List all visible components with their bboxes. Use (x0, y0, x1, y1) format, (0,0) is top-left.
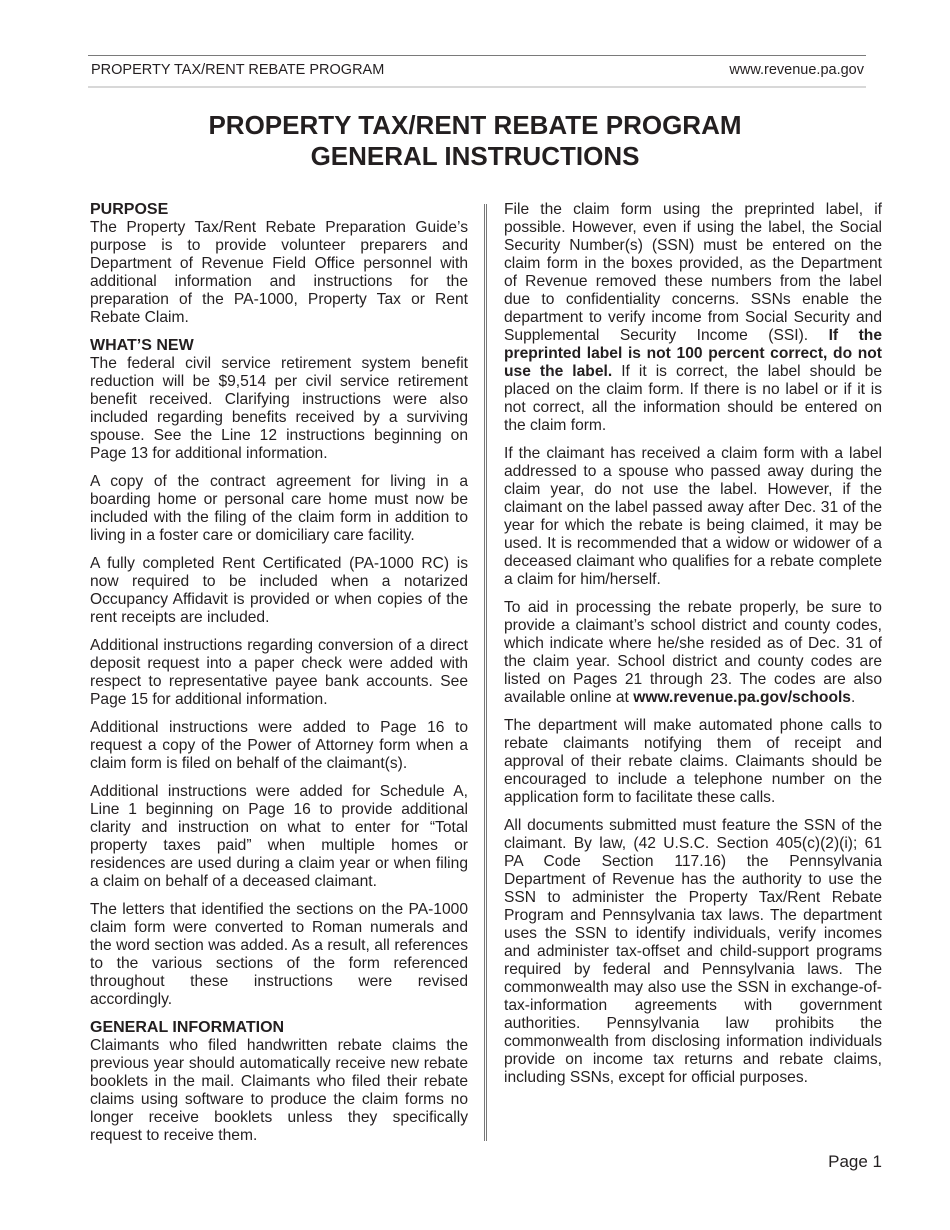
header-rule-top (88, 55, 866, 56)
ssn-paragraph: All documents submitted must feature the SSN of the claimant. By law, (42 U.S.C. Section 405(c)(2)(i); 61 PA Code Section 117.16) the Pennsylvania Department of Revenue has the authority to use the SSN to administer the Property Tax/Rent Rebate Program and Pennsylvania tax laws. The department uses the SSN to identify individuals, verify incomes and administer tax-offset and child-support programs required by federal and Pennsylvania laws. The commonwealth may also use the SSN in exchange-of-tax-information agreements with government authorities. Pennsylvania law prohibits the commonwealth from disclosing information individuals provide on income tax returns and rebate claims, including SSNs, except for official purposes. (504, 817, 882, 1086)
purpose-heading: PURPOSE (90, 201, 169, 218)
whats-new-paragraph: Additional instructions regarding conversion of a direct deposit request into a paper check were added with respect to representative payee bank accounts. See Page 15 for additional information. (90, 637, 468, 708)
whats-new-paragraph: Additional instructions were added for Schedule A, Line 1 beginning on Page 16 to provide additional clarity and instruction on what to enter for “Total property taxes paid” when multiple homes or residences are used during a claim year or when filing a claim on behalf of a deceased claimant. (90, 783, 468, 890)
whats-new-paragraph: A fully completed Rent Certificated (PA-1000 RC) is now required to be included when a notarized Occupancy Affidavit is provided or when copies of the rent receipts are included. (90, 555, 468, 626)
right-column (504, 201, 882, 1097)
schools-link[interactable]: www.revenue.pa.gov/schools (633, 689, 851, 706)
header-rule-bottom (88, 86, 866, 88)
whats-new-section (90, 337, 468, 1009)
whats-new-heading: WHAT’S NEW (90, 337, 194, 354)
whats-new-paragraph: The letters that identified the sections on the PA-1000 claim form were converted to Roman numerals and the word section was added. As a result, all references to the various sections of the form referenced throughout these instructions were revised accordingly. (90, 901, 468, 1008)
page-title-line2: GENERAL INSTRUCTIONS (310, 141, 640, 171)
header-program-name: PROPERTY TAX/RENT REBATE PROGRAM (91, 62, 385, 78)
label-instructions-paragraph (504, 201, 882, 435)
school-district-paragraph (504, 599, 882, 707)
purpose-section (90, 201, 468, 327)
whats-new-paragraph: A copy of the contract agreement for living in a boarding home or personal care home must now be included with the filing of the claim form in addition to living in a foster care or domiciliary care facility. (90, 473, 468, 544)
general-information-paragraph: Claimants who filed handwritten rebate claims the previous year should automatically receive new rebate booklets in the mail. Claimants who filed their rebate claims using software to produce the claim forms no longer receive booklets unless they specifically request to receive them. (90, 1037, 468, 1144)
school-district-text: To aid in processing the rebate properly, be sure to provide a claimant’s school district and county codes, which indicate where he/she resided as of Dec. 31 of the claim year. School district and county codes are listed on Pages 21 through 23. The codes are also available online at (504, 599, 882, 706)
whats-new-paragraph: Additional instructions were added to Page 16 to request a copy of the Power of Attorney form when a claim form is filed on behalf of the claimant(s). (90, 719, 468, 772)
general-information-heading: GENERAL INFORMATION (90, 1019, 285, 1036)
school-district-text-end: . (850, 689, 856, 706)
page-number: Page 1 (828, 1152, 882, 1171)
whats-new-paragraph: The federal civil service retirement system benefit reduction will be $9,514 per civil service retirement benefit received. Clarifying instructions were also included regarding benefits received by a surviving spouse. See the Line 12 instructions beginning on Page 13 for additional information. (90, 355, 468, 462)
phone-calls-paragraph: The department will make automated phone calls to rebate claimants notifying them of receipt and approval of their rebate claims. Claimants should be encouraged to include a telephone number on the application form to facilitate these calls. (504, 717, 882, 806)
column-divider (484, 204, 487, 1141)
page-title-line1: PROPERTY TAX/RENT REBATE PROGRAM (208, 110, 742, 140)
label-warning-text: If the preprinted label is not 100 percent correct, do not use the label. (504, 327, 882, 380)
label-instructions-text-end: If it is correct, the label should be placed on the claim form. If there is no label or if it is not correct, all the information should be entered on the claim form. (504, 363, 882, 434)
deceased-spouse-paragraph: If the claimant has received a claim form with a label addressed to a spouse who passed away during the claim year, do not use the label. However, if the claimant on the label passed away after Dec. 31 of the year for which the rebate is being claimed, it may be used. It is recommended that a widow or widower of a deceased claimant who qualifies for a rebate complete a claim for him/herself. (504, 445, 882, 588)
purpose-paragraph: The Property Tax/Rent Rebate Preparation Guide’s purpose is to provide volunteer preparers and Department of Revenue Field Office personnel with additional information and instructions for the preparation of the PA-1000, Property Tax or Rent Rebate Claim. (90, 219, 468, 326)
general-information-section (90, 1019, 468, 1145)
label-instructions-text: File the claim form using the preprinted label, if possible. However, even if using the label, the Social Security Number(s) (SSN) must be entered on the claim form in the boxes provided, as the Department of Revenue removed these numbers from the label due to confidentiality concerns. SSNs enable the department to verify income from Social Security and Supplemental Security Income (SSI). (504, 201, 882, 344)
header-website: www.revenue.pa.gov (729, 62, 864, 78)
left-column (90, 201, 468, 1155)
